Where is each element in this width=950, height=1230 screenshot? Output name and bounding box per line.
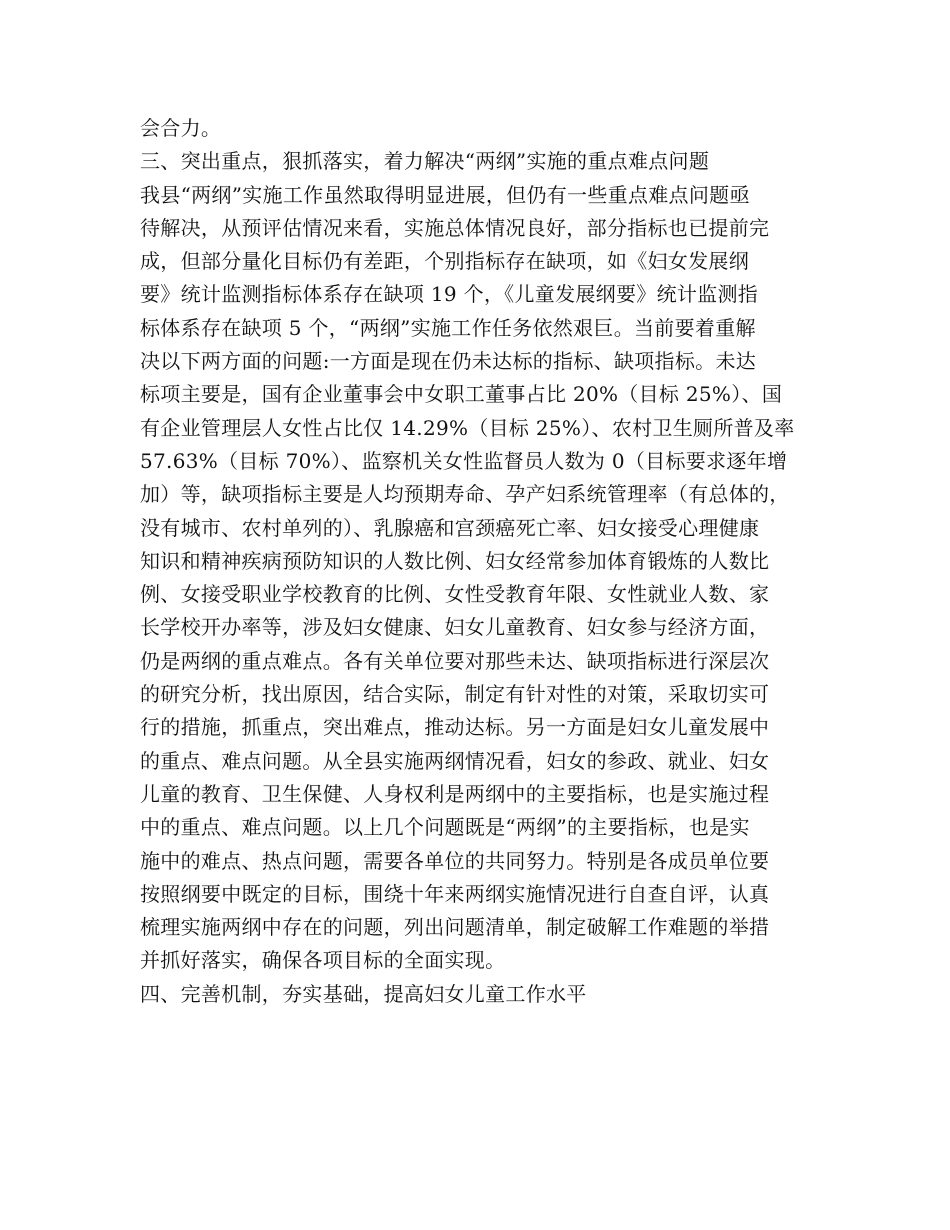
text-line: 没有城市、农村单列的）、乳腺癌和宫颈癌死亡率、妇女接受心理健康 bbox=[140, 515, 760, 540]
text-line: 梳理实施两纲中存在的问题，列出问题清单，制定破解工作难题的举措 bbox=[140, 915, 770, 940]
text-line: 长学校开办率等，涉及妇女健康、妇女儿童教育、妇女参与经济方面， bbox=[140, 615, 770, 640]
text-line: 的研究分析，找出原因，结合实际，制定有针对性的对策，采取切实可 bbox=[140, 682, 770, 707]
text-line: 施中的难点、热点问题，需要各单位的共同努力。特别是各成员单位要 bbox=[140, 848, 770, 873]
text-line: 行的措施，抓重点，突出难点，推动达标。另一方面是妇女儿童发展中 bbox=[140, 715, 770, 740]
section-heading-4: 四、完善机制，夯实基础，提高妇女儿童工作水平 bbox=[140, 981, 587, 1006]
section-heading-3: 三、突出重点，狠抓落实，着力解决“两纲”实施的重点难点问题 bbox=[140, 149, 710, 174]
text-line: 加）等，缺项指标主要是人均预期寿命、孕产妇系统管理率（有总体的， bbox=[140, 482, 790, 507]
text-line: 待解决，从预评估情况来看，实施总体情况良好，部分指标也已提前完 bbox=[140, 215, 770, 240]
text-line: 并抓好落实，确保各项目标的全面实现。 bbox=[140, 948, 506, 973]
document-body bbox=[140, 112, 820, 1011]
text-line: 要》统计监测指标体系存在缺项 19 个，《儿童发展纲要》统计监测指 bbox=[140, 282, 759, 307]
text-line: 按照纲要中既定的目标，围绕十年来两纲实施情况进行自查自评，认真 bbox=[140, 881, 770, 906]
text-line: 儿童的教育、卫生保健、人身权利是两纲中的主要指标，也是实施过程 bbox=[140, 781, 770, 806]
text-line: 例、女接受职业学校教育的比例、女性受教育年限、女性就业人数、家 bbox=[140, 582, 770, 607]
text-line: 我县“两纲”实施工作虽然取得明显进展，但仍有一些重点难点问题亟 bbox=[140, 182, 750, 207]
text-line: 成，但部分量化目标仍有差距，个别指标存在缺项，如《妇女发展纲 bbox=[140, 249, 749, 274]
text-line: 标体系存在缺项 5 个，“两纲”实施工作任务依然艰巨。当前要着重解 bbox=[140, 315, 756, 340]
text-line: 57.63%（目标 70%）、监察机关女性监督员人数为 0（目标要求逐年增 bbox=[140, 448, 788, 473]
text-line: 的重点、难点问题。从全县实施两纲情况看，妇女的参政、就业、妇女 bbox=[140, 748, 770, 773]
text-line: 中的重点、难点问题。以上几个问题既是“两纲”的主要指标，也是实 bbox=[140, 815, 750, 840]
text-line: 标项主要是，国有企业董事会中女职工董事占比 20%（目标 25%）、国 bbox=[140, 382, 783, 407]
text-line: 决以下两方面的问题:一方面是现在仍未达标的指标、缺项指标。未达 bbox=[140, 349, 757, 374]
paragraph-end-line: 会合力。 bbox=[140, 116, 222, 140]
text-line: 有企业管理层人女性占比仅 14.29%（目标 25%）、农村卫生厕所普及率 bbox=[140, 415, 795, 440]
text-line: 仍是两纲的重点难点。各有关单位要对那些未达、缺项指标进行深层次 bbox=[140, 648, 770, 673]
text-line: 知识和精神疾病预防知识的人数比例、妇女经常参加体育锻炼的人数比 bbox=[140, 548, 770, 573]
